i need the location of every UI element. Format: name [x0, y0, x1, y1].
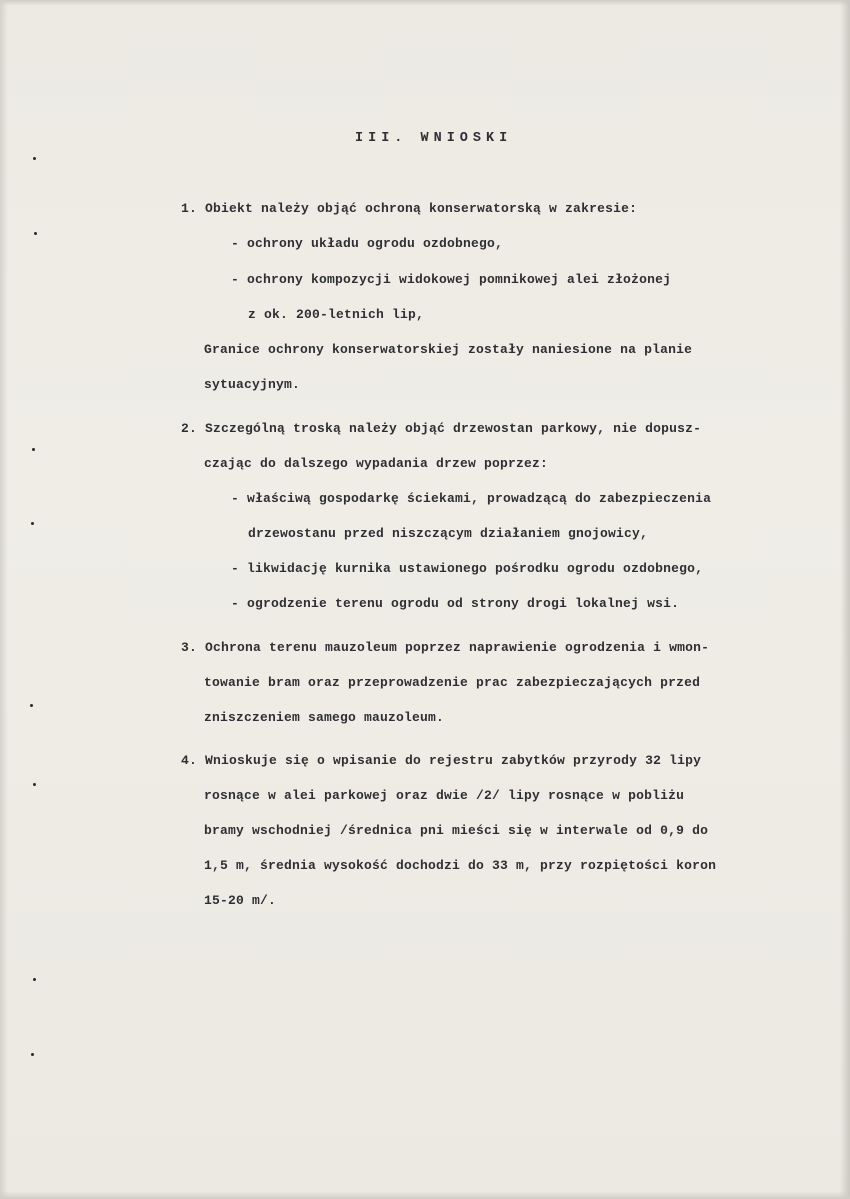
section-title: III. WNIOSKI [355, 131, 513, 146]
text-line: - ochrony kompozycji widokowej pomnikowej alei złożonej [231, 272, 672, 287]
margin-mark [33, 783, 36, 786]
page-edge-left [0, 0, 8, 1199]
text-line: - ogrodzenie terenu ogrodu od strony drogi lokalnej wsi. [231, 596, 680, 611]
text-line: 4. Wnioskuje się o wpisanie do rejestru zabytków przyrody 32 lipy [181, 753, 702, 768]
text-line: Granice ochrony konserwatorskiej zostały naniesione na planie [204, 342, 693, 357]
text-line: - właściwą gospodarkę ściekami, prowadzącą do zabezpieczenia [231, 491, 712, 506]
margin-mark [31, 522, 34, 525]
margin-mark [30, 704, 33, 707]
text-line: sytuacyjnym. [204, 377, 301, 392]
text-line: towanie bram oraz przeprowadzenie prac zabezpieczających przed [204, 675, 701, 690]
page-edge-bottom [0, 1191, 850, 1199]
text-line: z ok. 200-letnich lip, [248, 307, 425, 322]
margin-mark [33, 157, 36, 160]
text-line: 3. Ochrona terenu mauzoleum poprzez naprawienie ogrodzenia i wmon- [181, 640, 710, 655]
text-line: drzewostanu przed niszczącym działaniem gnojowicy, [248, 526, 649, 541]
text-line: - likwidację kurnika ustawionego pośrodku ogrodu ozdobnego, [231, 561, 704, 576]
text-line: rosnące w alei parkowej oraz dwie /2/ lipy rosnące w pobliżu [204, 788, 685, 803]
text-line: czając do dalszego wypadania drzew poprzez: [204, 456, 549, 471]
margin-mark [33, 978, 36, 981]
text-line: 1. Obiekt należy objąć ochroną konserwatorską w zakresie: [181, 201, 638, 216]
page-edge-top [0, 0, 850, 6]
text-line: - ochrony układu ogrodu ozdobnego, [231, 236, 504, 251]
text-line: bramy wschodniej /średnica pni mieści się w interwale od 0,9 do [204, 823, 709, 838]
text-line: 15-20 m/. [204, 893, 277, 908]
text-line: 2. Szczególną troską należy objąć drzewostan parkowy, nie dopusz- [181, 421, 702, 436]
page-edge-right [840, 0, 850, 1199]
text-line: 1,5 m, średnia wysokość dochodzi do 33 m, przy rozpiętości koron [204, 858, 717, 873]
margin-mark [32, 448, 35, 451]
text-line: zniszczeniem samego mauzoleum. [204, 710, 445, 725]
margin-mark [31, 1053, 34, 1056]
margin-mark [34, 232, 37, 235]
